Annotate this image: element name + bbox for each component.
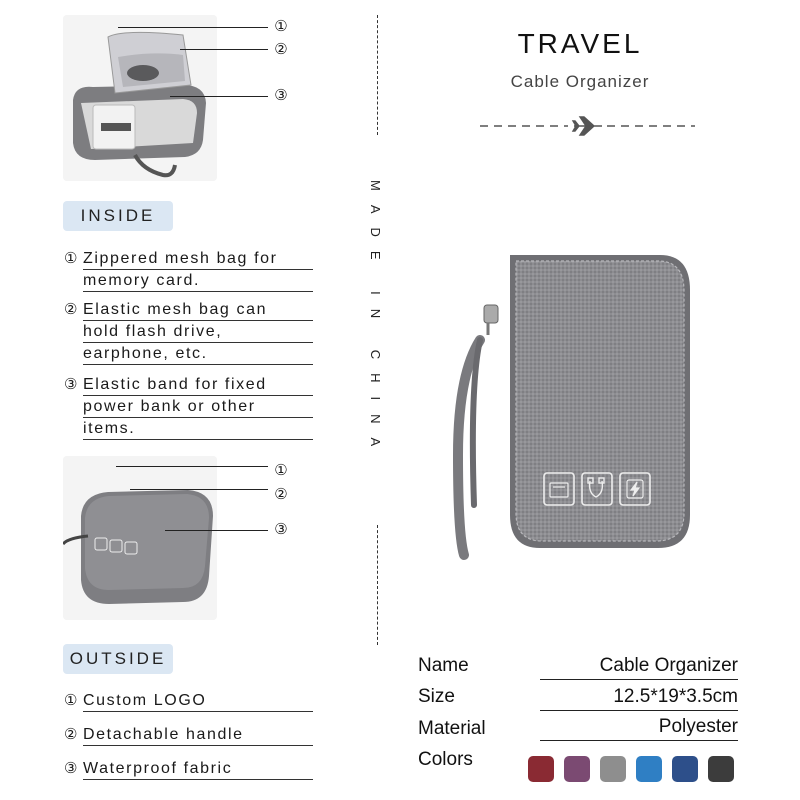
- feature-number: ③: [64, 760, 80, 777]
- feature-line: earphone, etc.: [83, 343, 313, 365]
- spec-size-value: 12.5*19*3.5cm: [540, 686, 738, 711]
- color-swatch-blue[interactable]: [636, 756, 662, 782]
- inside-callout-3: ③: [274, 87, 288, 104]
- spec-name-value: Cable Organizer: [540, 655, 738, 680]
- page-title: TRAVEL: [517, 28, 643, 59]
- feature-number: ②: [64, 301, 80, 318]
- spec-colors-label: Colors: [418, 749, 473, 770]
- page-subtitle: Cable Organizer: [510, 72, 650, 91]
- feature-number: ③: [64, 376, 80, 393]
- color-swatch-navy[interactable]: [672, 756, 698, 782]
- color-swatch-black[interactable]: [708, 756, 734, 782]
- closed-bag-illustration: [63, 456, 217, 620]
- made-in-china-text: MADE IN CHINA: [368, 180, 383, 461]
- inside-feature-2: [64, 299, 313, 365]
- feature-line: power bank or other: [83, 396, 313, 418]
- feature-line: Detachable handle: [83, 724, 313, 746]
- outside-feature-2: [64, 724, 313, 746]
- outside-product-photo: [63, 456, 217, 620]
- feature-line: items.: [83, 418, 313, 440]
- airplane-icon: [480, 116, 695, 136]
- feature-line: memory card.: [83, 270, 313, 292]
- spec-name-label: Name: [418, 655, 469, 676]
- feature-number: ①: [64, 692, 80, 709]
- outside-callout-line-2: [130, 489, 268, 490]
- outside-label: OUTSIDE: [63, 644, 173, 674]
- main-product-image: [440, 245, 700, 565]
- color-swatches: [528, 756, 748, 786]
- feature-line: Elastic mesh bag can: [83, 299, 313, 321]
- spec-material-label: Material: [418, 718, 486, 739]
- feature-number: ②: [64, 726, 80, 743]
- feature-line: Elastic band for fixed: [83, 374, 313, 396]
- divider-bottom: [377, 525, 378, 645]
- color-swatch-purple[interactable]: [564, 756, 590, 782]
- outside-callout-1: ①: [274, 462, 288, 479]
- inside-callout-line-3: [170, 96, 268, 97]
- feature-line: Custom LOGO: [83, 690, 313, 712]
- feature-number: ①: [64, 250, 80, 267]
- cable-organizer-bag: [440, 245, 700, 565]
- inside-feature-3: [64, 374, 313, 440]
- inside-product-photo: [63, 15, 217, 181]
- divider-top: [377, 15, 378, 135]
- outside-callout-3: ③: [274, 521, 288, 538]
- flight-path-divider: [480, 116, 695, 136]
- inside-callout-line-1: [118, 27, 268, 28]
- feature-line: hold flash drive,: [83, 321, 313, 343]
- inside-callout-1: ①: [274, 18, 288, 35]
- spec-material-value: Polyester: [540, 716, 738, 741]
- inside-callout-2: ②: [274, 41, 288, 58]
- inside-feature-1: [64, 248, 313, 292]
- outside-callout-line-3: [165, 530, 268, 531]
- outside-feature-1: [64, 690, 313, 712]
- outside-feature-3: [64, 758, 313, 780]
- open-bag-illustration: [63, 15, 217, 181]
- spec-size-label: Size: [418, 686, 455, 707]
- feature-line: Waterproof fabric: [83, 758, 313, 780]
- color-swatch-red[interactable]: [528, 756, 554, 782]
- feature-line: Zippered mesh bag for: [83, 248, 313, 270]
- inside-label: INSIDE: [63, 201, 173, 231]
- color-swatch-gray[interactable]: [600, 756, 626, 782]
- outside-callout-2: ②: [274, 486, 288, 503]
- inside-callout-line-2: [180, 49, 268, 50]
- outside-callout-line-1: [116, 466, 268, 467]
